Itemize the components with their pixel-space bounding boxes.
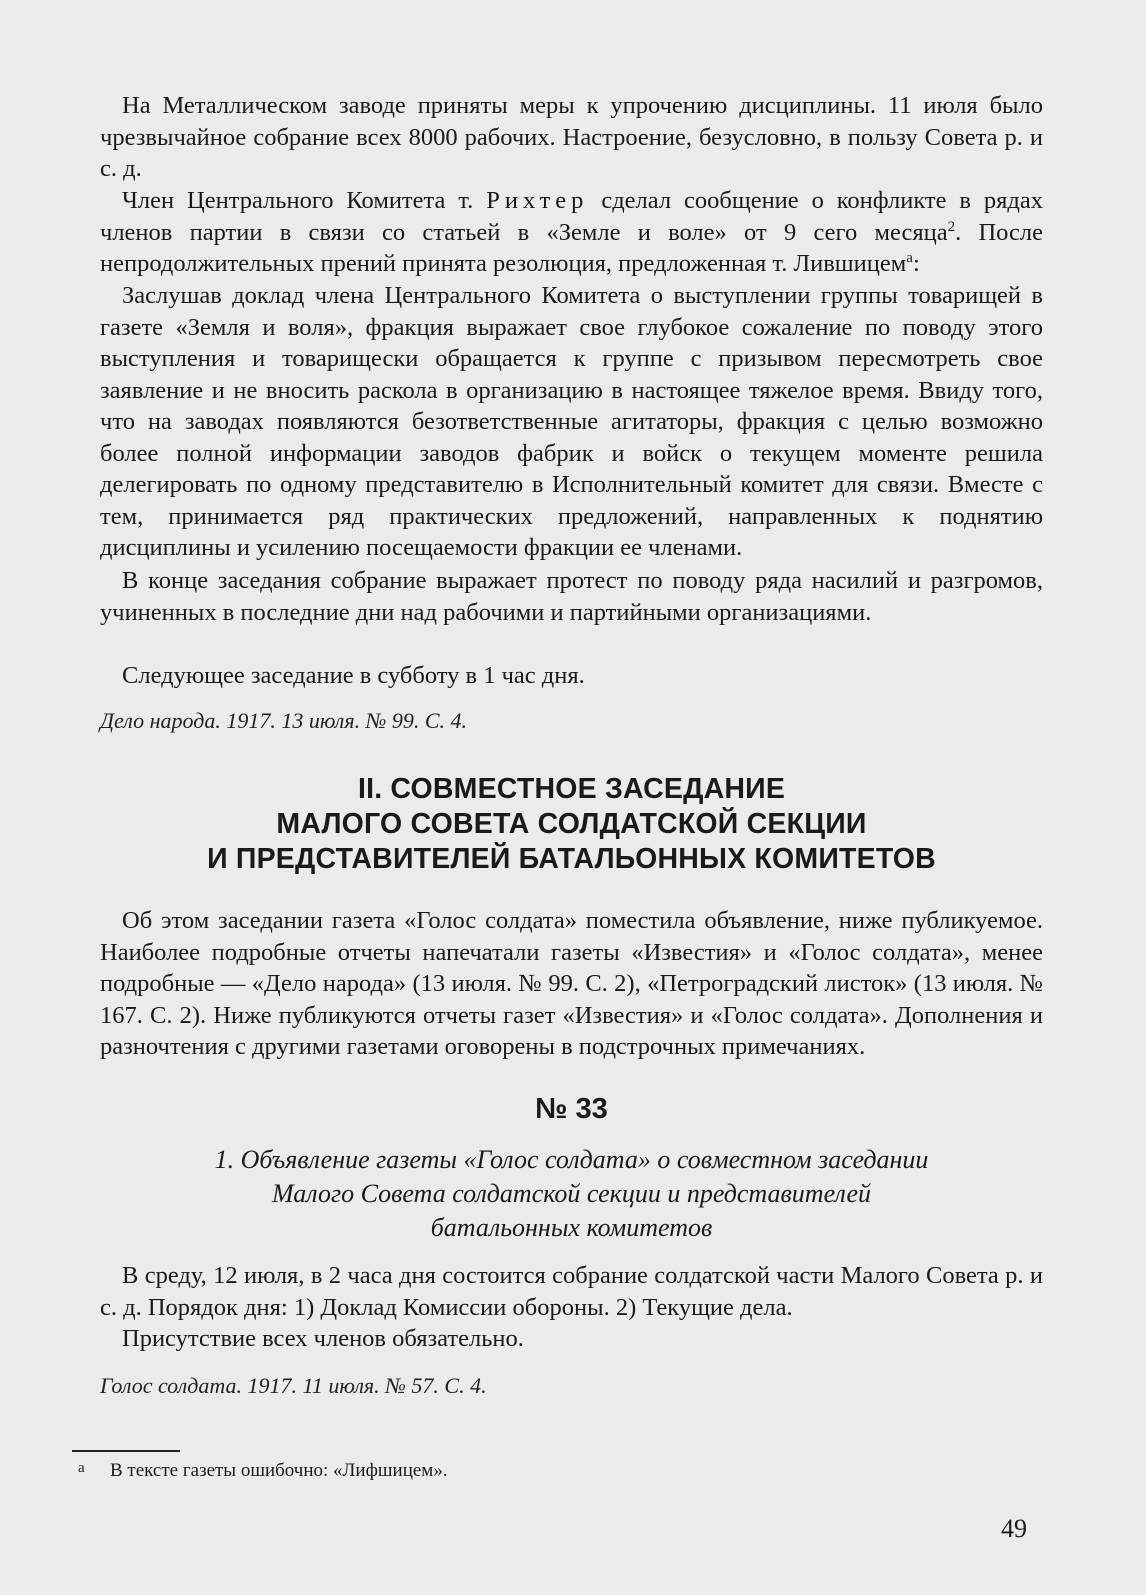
footnote-divider — [72, 1450, 180, 1452]
document-title-line-1: 1. Объявление газеты «Голос солдата» о совместном заседании — [214, 1145, 929, 1174]
rikhter-end: : — [912, 250, 920, 277]
paragraph-metal-plant: На Металлическом заводе приняты меры к упрочению дисциплины. 11 июля было чрезвычайное собрание всех 8000 рабочих. Настроение, безусловно, в пользу Совета р. и с. д. — [100, 92, 1043, 182]
footnote — [78, 1460, 448, 1482]
footnote-text: В тексте газеты ошибочно: «Лифшицем». — [110, 1460, 448, 1481]
footnote-mark: а — [78, 1460, 85, 1476]
paragraph-resolution: Заслушав доклад члена Центрального Комитета о выступлении группы товарищей в газете «Земля и воля», фракция выражает свое глубокое сожаление по поводу этого выступления и товарищески обращается к группе с призывом пересмотреть свое заявление и не вносить раскола в организацию в настоящее тяжелое время. Ввиду того, что на заводах появляются безответственные агитаторы, фракция с целью возможно более полной информации заводов фабрик и войск о текущем моменте решила делегировать по одному представителю в Исполнительный комитет для связи. Вместе с тем, принимается ряд практических предложений, направленных к поднятию дисциплины и усилению посещаемости фракции ее членами. — [100, 282, 1043, 561]
paragraph-attendance: Присутствие всех членов обязательно. — [122, 1325, 524, 1352]
document-title-line-2: Малого Совета солдатской секции и представителей — [272, 1179, 871, 1208]
section-title-line-3: И ПРЕДСТАВИТЕЛЕЙ БАТАЛЬОННЫХ КОМИТЕТОВ — [207, 843, 936, 875]
rikhter-name: Рихтер — [486, 187, 589, 214]
footnote-ref-a: а — [906, 249, 913, 266]
rikhter-after-ref: . После непродолжительных прений принята резолюция, предложенная т. Лившицем — [100, 218, 1043, 277]
document-title-line-3: батальонных комитетов — [430, 1213, 713, 1242]
source-citation-2: Голос солдата. 1917. 11 июля. № 57. С. 4. — [100, 1373, 487, 1398]
paragraph-next-meeting: Следующее заседание в субботу в 1 час дня. — [122, 662, 585, 689]
document-number: № 33 — [535, 1093, 608, 1125]
paragraph-rikhter-report — [100, 185, 1043, 280]
footnote-ref-2: 2 — [947, 218, 956, 235]
source-citation-1: Дело народа. 1917. 13 июля. № 99. С. 4. — [100, 708, 468, 733]
page-number: 49 — [1001, 1514, 1027, 1543]
section-title-line-1: II. СОВМЕСТНОЕ ЗАСЕДАНИЕ — [357, 773, 786, 805]
rikhter-after-name: сделал сообщение о конфликте в рядах членов партии в связи со статьей в «Земле и воле» от 9 сего месяца — [100, 187, 1043, 246]
paragraph-intro: Об этом заседании газета «Голос солдата» поместила объявление, ниже публикуемое. Наиболее подробные отчеты напечатали газеты «Известия» и «Голос солдата», менее подробные — «Дело народа» (13 июля. № 99. С. 2), «Петроградский листок» (13 июля. № 167. С. 2). Ниже публикуются отчеты газет «Известия» и «Голос солдата». Дополнения и разночтения с другими газетами оговорены в подстрочных примечаниях. — [100, 907, 1043, 1060]
rikhter-before-name: Член Центрального Комитета т. — [122, 187, 487, 214]
paragraph-protest: В конце заседания собрание выражает протест по поводу ряда насилий и разгромов, учиненных в последние дни над рабочими и партийными организациями. — [100, 567, 1043, 626]
section-title-line-2: МАЛОГО СОВЕТА СОЛДАТСКОЙ СЕКЦИИ — [276, 808, 867, 840]
paragraph-announcement: В среду, 12 июля, в 2 часа дня состоится собрание солдатской части Малого Совета р. и с. д. Порядок дня: 1) Доклад Комиссии обороны. 2) Текущие дела. — [100, 1262, 1043, 1321]
